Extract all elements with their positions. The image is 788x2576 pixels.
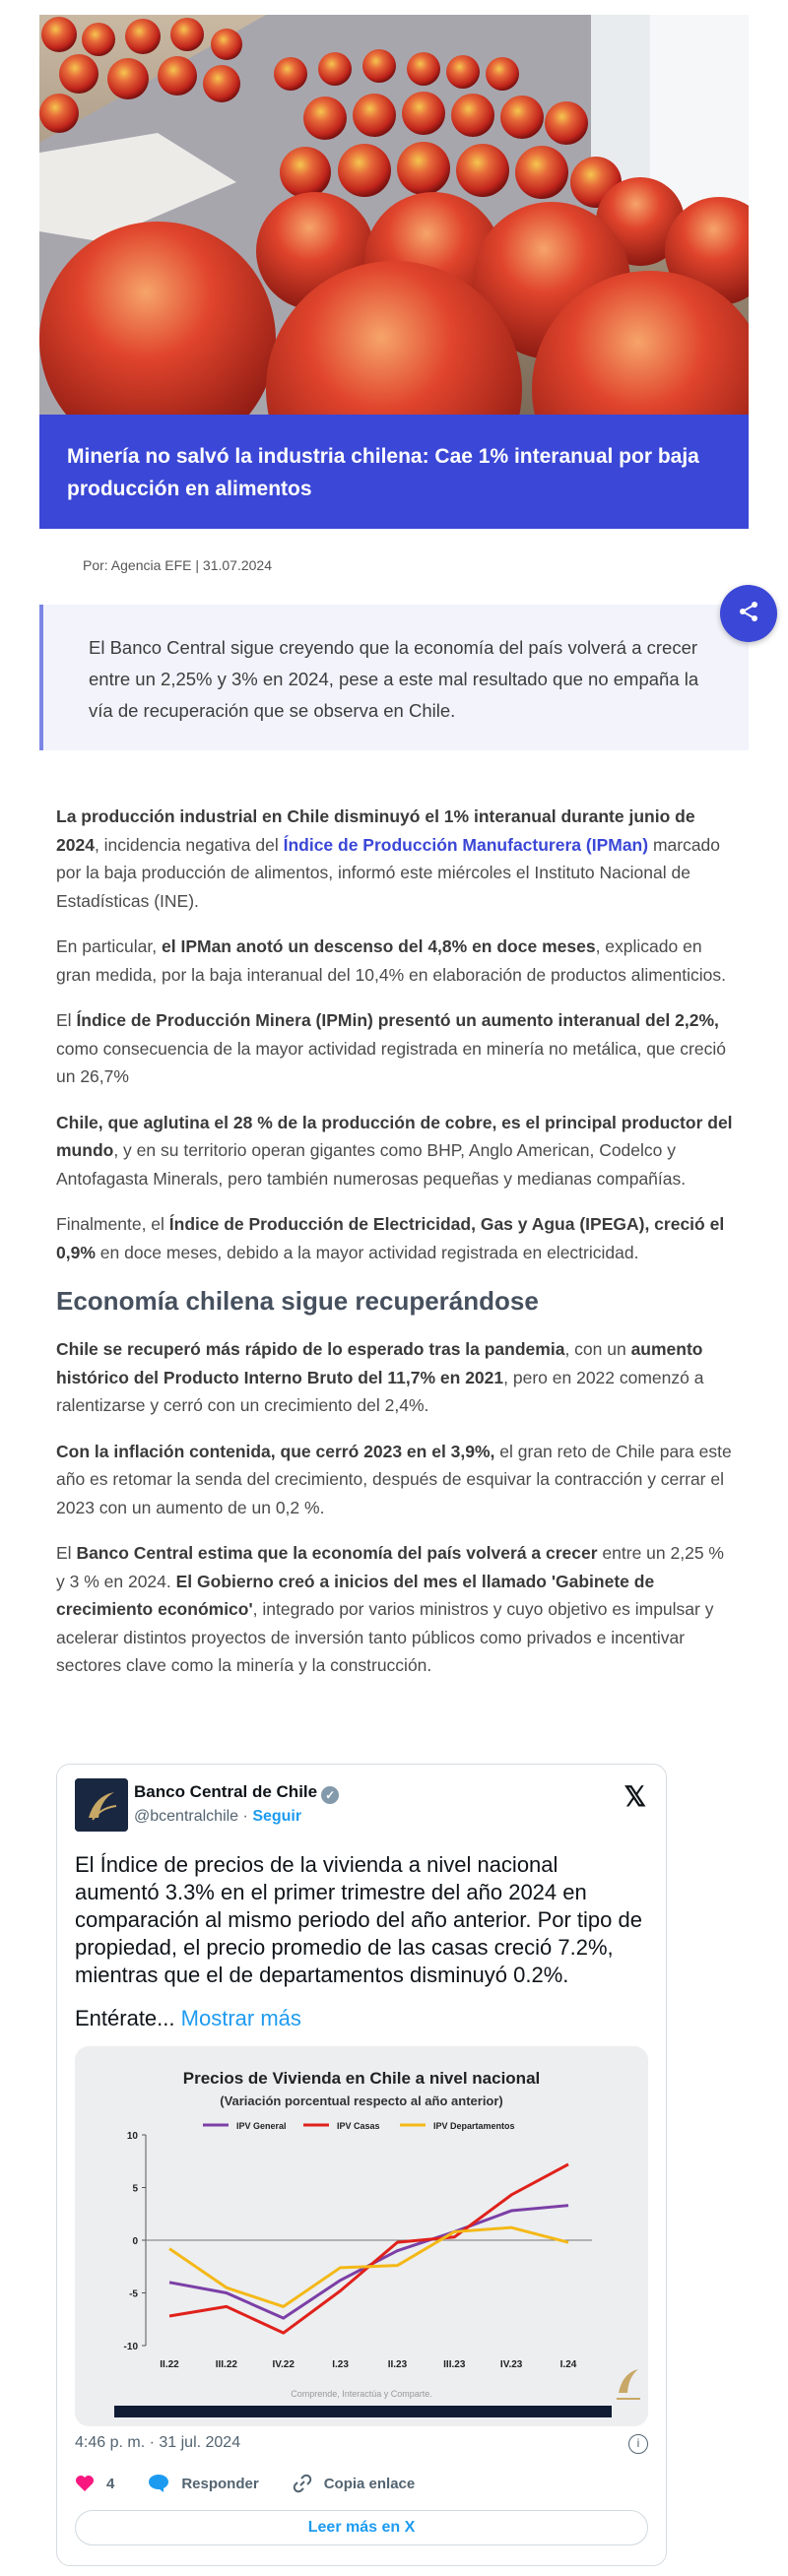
- bold-text: el IPMan anotó un descenso del 4,8% en doce meses: [162, 936, 596, 956]
- article-headline: Minería no salvó la industria chilena: Cae 1% interanual por baja producción en alimentos: [67, 445, 699, 500]
- y-tick-label: 10: [126, 2131, 138, 2142]
- article-body: [56, 803, 736, 1698]
- chart-axes: [124, 2131, 592, 2370]
- legend-label: IPV Departamentos: [433, 2121, 515, 2131]
- share-button[interactable]: [720, 585, 777, 642]
- bold-text: Con la inflación contenida, que cerró 2023 en el 3,9%,: [56, 1441, 495, 1461]
- bold-text: El Gobierno creó a inicios del mes el llamado 'Gabinete de crecimiento económico': [56, 1571, 655, 1619]
- text: en doce meses, debido a la mayor actividad registrada en electricidad.: [95, 1242, 639, 1262]
- text: , con un: [564, 1339, 631, 1359]
- paragraph-5: [56, 1210, 736, 1266]
- x-tick-label: III.22: [215, 2359, 237, 2370]
- lead-text: El Banco Central sigue creyendo que la economía del país volverá a crecer entre un 2,25% y 3% en 2024, pese a este mal resultado que no empaña la vía de recuperación que se observa en Chile.: [89, 637, 699, 721]
- tweet-more: [75, 2005, 648, 2032]
- bold-text: Banco Central estima que la economía del país volverá a crecer: [76, 1543, 598, 1563]
- tweet-actions: [75, 2474, 448, 2493]
- copy-link-button[interactable]: [293, 2474, 416, 2493]
- legend-label: IPV General: [236, 2121, 287, 2131]
- byline: Por: Agencia EFE | 31.07.2024: [83, 557, 272, 573]
- paragraph-7: [56, 1438, 736, 1522]
- avatar[interactable]: [75, 1778, 128, 1832]
- x-logo-icon[interactable]: 𝕏: [624, 1781, 646, 1812]
- paragraph-2: [56, 933, 736, 989]
- y-tick-label: 5: [132, 2183, 138, 2195]
- y-tick-label: -10: [123, 2342, 138, 2352]
- legend-label: IPV Casas: [337, 2121, 380, 2131]
- paragraph-6: [56, 1335, 736, 1420]
- paragraph-4: [56, 1109, 736, 1193]
- heart-icon: [75, 2475, 95, 2492]
- x-tick-label: III.23: [443, 2359, 466, 2370]
- text: El: [56, 1543, 77, 1563]
- x-tick-label: I.24: [559, 2359, 577, 2370]
- series-line: [169, 2164, 568, 2333]
- more-prefix: Entérate...: [75, 2006, 175, 2030]
- embedded-tweet: [56, 1764, 667, 2566]
- link-icon: [293, 2474, 312, 2493]
- text: marcado por la baja producción de alimentos, informó este miércoles el Instituto Nacional de Estadísticas (INE).: [56, 834, 721, 911]
- chart-legend: [203, 2121, 515, 2131]
- chart-title: Precios de Vivienda en Chile a nivel nacional: [182, 2069, 541, 2088]
- tweet-header: [75, 1765, 648, 1849]
- tweet-text: El Índice de precios de la vivienda a nivel nacional aumentó 3.3% en el primer trimestre del año 2024 en comparación al mismo periodo del año anterior. Por tipo de propiedad, el precio promedio de las casas creció 7.2%, mientras que el de departamentos disminuyó 0.2%.: [75, 1852, 642, 1987]
- reply-bubble-icon: [148, 2474, 169, 2493]
- reply-label: Responder: [181, 2475, 259, 2492]
- separator: ·: [242, 1808, 248, 1825]
- bank-logo-icon: [617, 2369, 640, 2399]
- account-name-text: Banco Central de Chile: [134, 1782, 318, 1801]
- show-more-link[interactable]: Mostrar más: [180, 2006, 301, 2030]
- read-more-on-x-button[interactable]: Leer más en X: [75, 2510, 648, 2545]
- text: el gran reto de Chile para este año es retomar la senda del crecimiento, después de esquivar la contracción y cerrar el 2023 con un aumento de un 0,2 %.: [56, 1441, 732, 1517]
- hero-image: [39, 15, 749, 415]
- lead-quote: [39, 605, 749, 750]
- ipman-link[interactable]: Índice de Producción Manufacturera (IPMan): [283, 834, 649, 855]
- text: Finalmente, el: [56, 1214, 169, 1234]
- bold-text: Chile se recuperó más rápido de lo esperado tras la pandemia: [56, 1339, 565, 1359]
- text: El: [56, 1010, 77, 1030]
- x-tick-label: II.23: [387, 2359, 408, 2370]
- headline-banner: [39, 415, 749, 529]
- line-chart: [75, 2046, 648, 2426]
- text: como consecuencia de la mayor actividad registrada en minería no metálica, que creció un 26,7%: [56, 1038, 726, 1086]
- text: , pero en 2022 comenzó a ralentizarse y cerró con un crecimiento del 2,4%.: [56, 1367, 704, 1415]
- section-heading: Economía chilena sigue recuperándose: [56, 1286, 539, 1316]
- bold-text: Chile, que aglutina el 28 % de la producción de cobre, es el principal productor del mundo: [56, 1112, 733, 1160]
- text: , y en su territorio operan gigantes como BHP, Anglo American, Codelco y Antofagasta Minerals, pero también numerosas pequeñas y medianas compañías.: [56, 1140, 687, 1189]
- like-button[interactable]: [75, 2475, 114, 2492]
- x-tick-label: II.22: [160, 2359, 179, 2370]
- tweet-timestamp[interactable]: 4:46 p. m. · 31 jul. 2024: [75, 2434, 241, 2451]
- handle-text[interactable]: @bcentralchile: [134, 1808, 239, 1825]
- account-handle: [134, 1808, 301, 1826]
- info-icon[interactable]: i: [628, 2434, 648, 2454]
- chart-subtitle: (Variación porcentual respecto al año anterior): [220, 2093, 503, 2108]
- text: , integrado por varios ministros y cuyo objetivo es impulsar y acelerar distintos proyectos de inversión tanto públicos como privados e incentivar sectores clave como la minería y la construcción.: [56, 1599, 714, 1675]
- like-count: 4: [106, 2475, 115, 2492]
- text: En particular,: [56, 936, 162, 956]
- follow-button[interactable]: Seguir: [252, 1808, 302, 1825]
- text: entre un 2,25 % y 3 % en 2024.: [56, 1543, 724, 1591]
- copy-link-label: Copia enlace: [323, 2475, 416, 2492]
- text: , explicado en gran medida, por la baja interanual del 10,4% en elaboración de productos alimenticios.: [56, 936, 727, 985]
- bold-text: Índice de Producción Minera (IPMin) presentó un aumento interanual del 2,2%,: [76, 1010, 719, 1030]
- x-tick-label: IV.23: [499, 2359, 523, 2370]
- y-tick-label: -5: [129, 2288, 138, 2300]
- bold-text: aumento histórico del Producto Interno Bruto del 11,7% en 2021: [56, 1339, 703, 1387]
- series-line: [169, 2206, 568, 2318]
- text: , incidencia negativa del: [94, 834, 284, 855]
- bold-text: Índice de Producción de Electricidad, Gas y Agua (IPEGA), creció el 0,9%: [56, 1214, 725, 1262]
- paragraph-8: [56, 1539, 736, 1680]
- tweet-media-chart[interactable]: [75, 2046, 648, 2426]
- x-tick-label: I.23: [332, 2359, 349, 2370]
- chart-series: [169, 2164, 568, 2333]
- chart-footer-bar: [114, 2406, 612, 2417]
- paragraph-3: [56, 1006, 736, 1091]
- chart-footer-caption: Comprende, Interactúa y Comparte.: [291, 2389, 432, 2399]
- reply-button[interactable]: [148, 2474, 258, 2493]
- bold-text: La producción industrial en Chile disminuyó el 1% interanual durante junio de 2024: [56, 806, 695, 855]
- x-tick-label: IV.22: [272, 2359, 295, 2370]
- account-name[interactable]: [134, 1782, 339, 1804]
- verified-badge-icon: ✓: [321, 1786, 339, 1804]
- share-icon: [737, 600, 760, 628]
- y-tick-label: 0: [132, 2236, 138, 2247]
- paragraph-1: [56, 803, 736, 915]
